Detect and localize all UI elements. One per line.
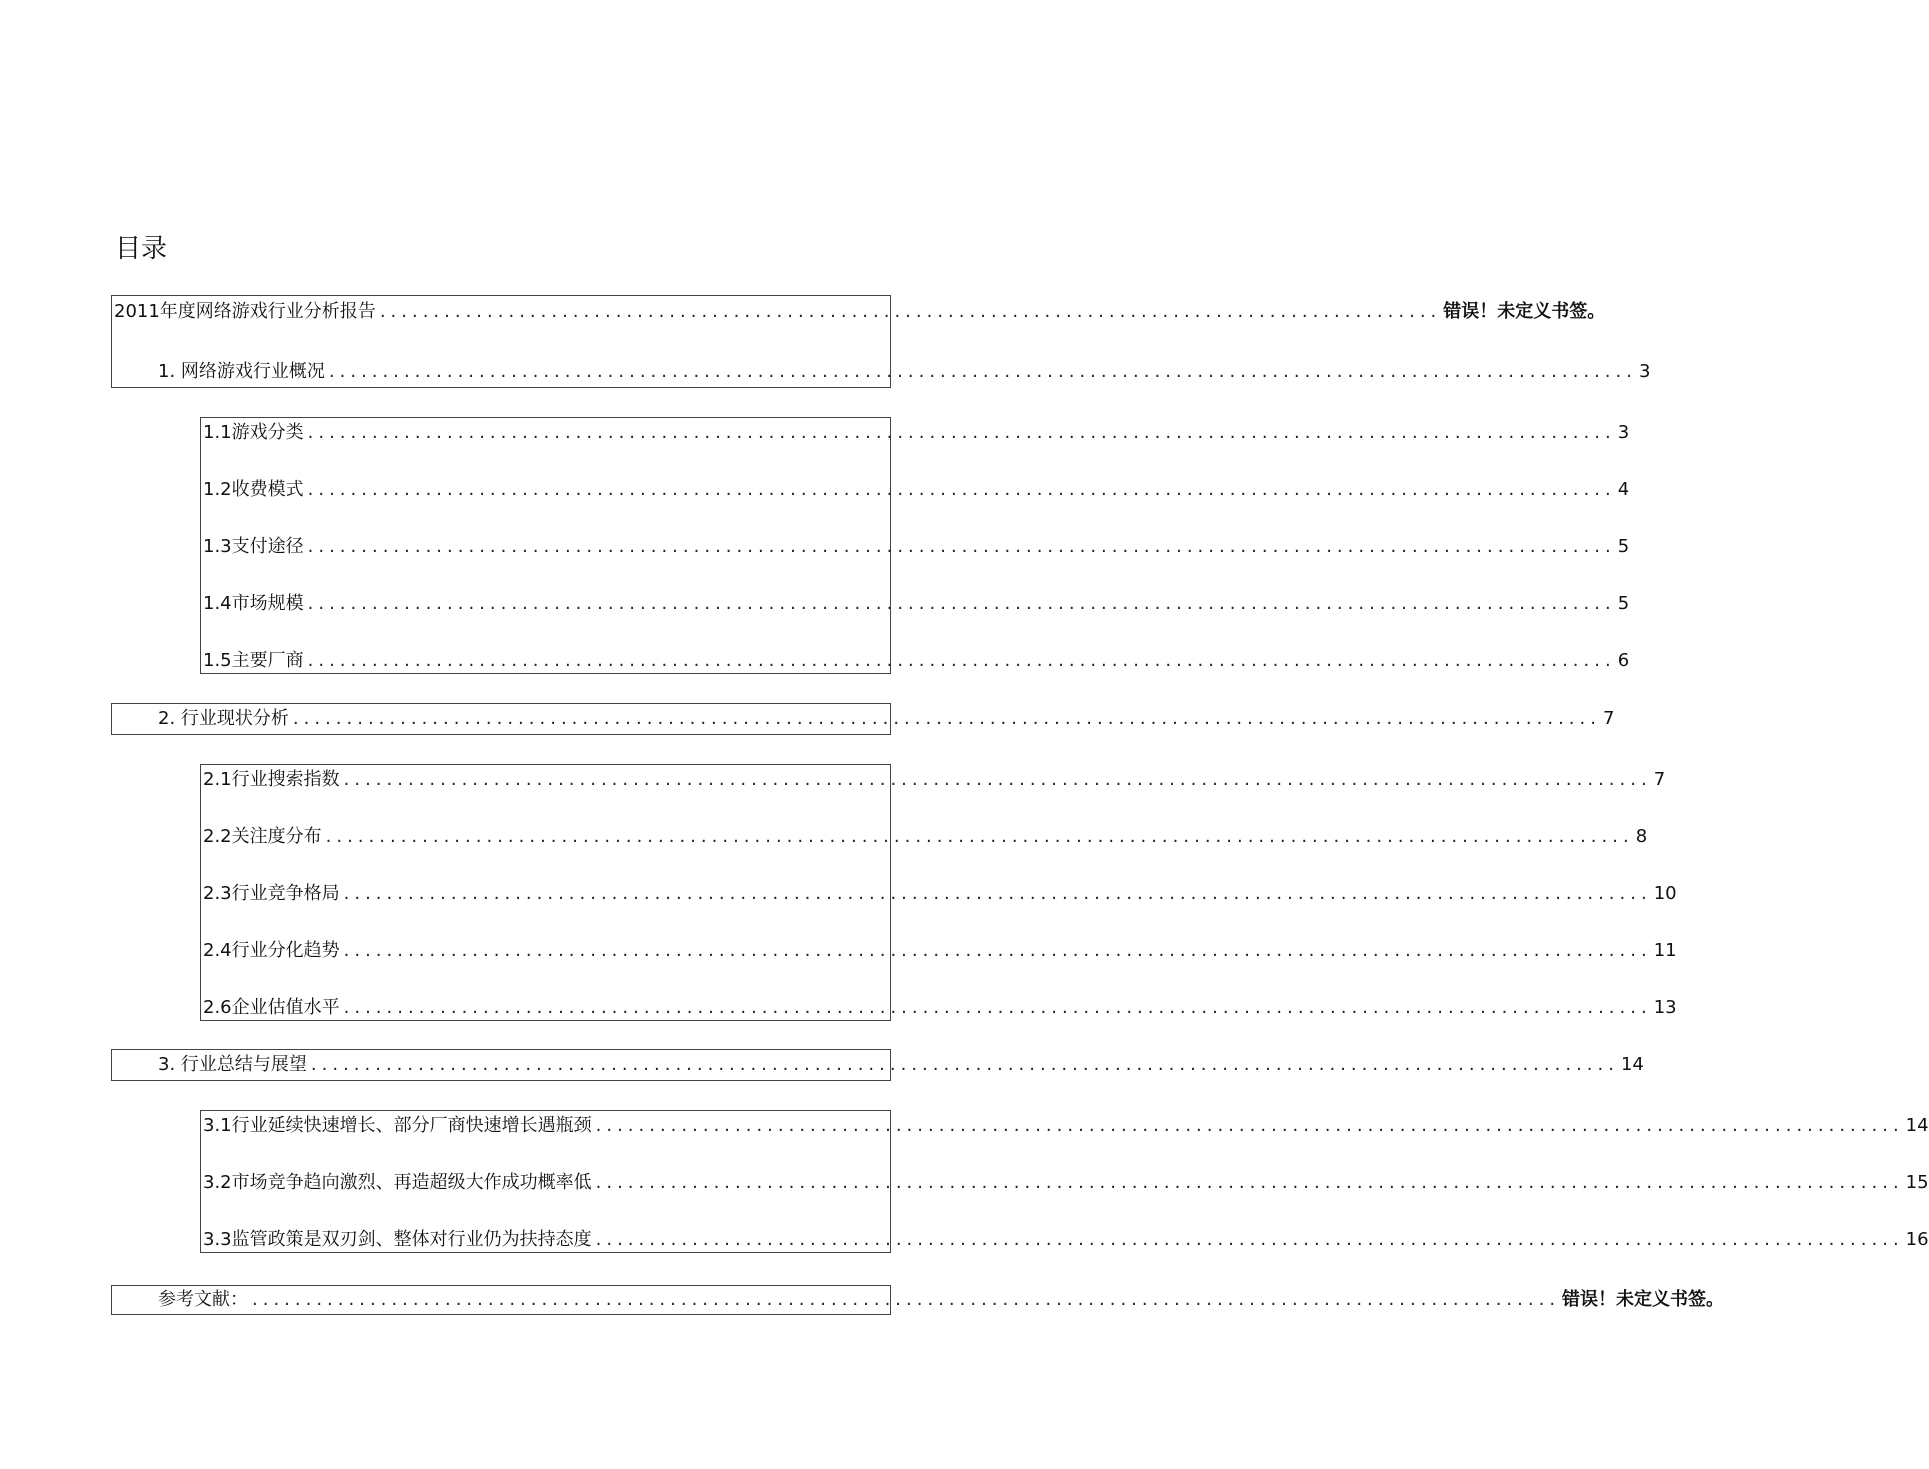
toc-entry-page: 8 (1635, 826, 1648, 847)
dot-leader: .......................................................................................................................... (343, 769, 1652, 790)
toc-entry-page: 14 (1905, 1115, 1929, 1136)
toc-entry-page: 3 (1617, 422, 1630, 443)
toc-entry-error: 错误！未定义书签。 (1443, 301, 1606, 322)
toc-entry-item[interactable] (203, 765, 1666, 795)
dot-leader: .......................................................................................................................... (252, 1289, 1561, 1310)
toc-entry-page: 14 (1620, 1054, 1644, 1075)
toc-entry-error: 错误！未定义书签。 (1562, 1289, 1725, 1310)
toc-entry-item[interactable] (203, 993, 1677, 1023)
dot-leader: .......................................................................................................................... (307, 479, 1616, 500)
toc-entry-label: 2011年度网络游戏行业分析报告 (114, 301, 376, 322)
dot-leader: .......................................................................................................................... (307, 536, 1616, 557)
toc-entry-label: 3. 行业总结与展望 (158, 1054, 307, 1075)
dot-leader: .......................................................................................................................... (343, 997, 1652, 1018)
toc-entry-page: 5 (1617, 536, 1630, 557)
toc-entry-item[interactable] (203, 1225, 1929, 1255)
toc-entry-page: 15 (1905, 1172, 1929, 1193)
toc-entry-page: 7 (1653, 769, 1666, 790)
dot-leader: .......................................................................................................................... (595, 1172, 1904, 1193)
toc-entry-label: 3.3监管政策是双刃剑、整体对行业仍为扶持态度 (203, 1229, 592, 1250)
toc-entry-item[interactable] (203, 936, 1677, 966)
toc-entry-page: 10 (1653, 883, 1677, 904)
toc-entry-references[interactable] (158, 1285, 1725, 1315)
toc-entry-label: 3.2市场竞争趋向激烈、再造超级大作成功概率低 (203, 1172, 592, 1193)
toc-entry-section-3[interactable] (158, 1050, 1644, 1080)
toc-entry-item[interactable] (203, 1168, 1929, 1198)
toc-entry-item[interactable] (203, 475, 1630, 505)
dot-leader: ................................................................................................... (379, 301, 1442, 322)
toc-entry-label: 2.2关注度分布 (203, 826, 322, 847)
toc-entry-page: 6 (1617, 650, 1630, 671)
toc-entry-page: 3 (1638, 361, 1651, 382)
toc-entry-report[interactable] (114, 297, 1606, 327)
dot-leader: .......................................................................................................................... (307, 650, 1616, 671)
dot-leader: .......................................................................................................................... (310, 1054, 1619, 1075)
toc-entry-label: 3.1行业延续快速增长、部分厂商快速增长遇瓶颈 (203, 1115, 592, 1136)
toc-entry-label: 1.5主要厂商 (203, 650, 304, 671)
dot-leader: .......................................................................................................................... (595, 1229, 1904, 1250)
toc-entry-item[interactable] (203, 532, 1630, 562)
toc-entry-page: 13 (1653, 997, 1677, 1018)
dot-leader: .......................................................................................................................... (343, 883, 1652, 904)
dot-leader: .......................................................................................................................... (325, 826, 1634, 847)
toc-entry-label: 1.4市场规模 (203, 593, 304, 614)
toc-entry-label: 2. 行业现状分析 (158, 708, 289, 729)
toc-entry-label: 参考文献： (158, 1289, 248, 1310)
toc-entry-item[interactable] (203, 418, 1630, 448)
toc-entry-label: 1.1游戏分类 (203, 422, 304, 443)
toc-entry-item[interactable] (203, 589, 1630, 619)
toc-entry-item[interactable] (203, 822, 1648, 852)
toc-entry-item[interactable] (203, 646, 1630, 676)
toc-entry-label: 2.3行业竞争格局 (203, 883, 340, 904)
toc-entry-label: 1.3支付途径 (203, 536, 304, 557)
toc-entry-label: 2.6企业估值水平 (203, 997, 340, 1018)
toc-entry-label: 1.2收费模式 (203, 479, 304, 500)
toc-entry-page: 7 (1602, 708, 1615, 729)
toc-entry-label: 2.4行业分化趋势 (203, 940, 340, 961)
dot-leader: .......................................................................................................................... (307, 593, 1616, 614)
toc-entry-item[interactable] (203, 1111, 1929, 1141)
toc-entry-label: 2.1行业搜索指数 (203, 769, 340, 790)
toc-entry-page: 4 (1617, 479, 1630, 500)
toc-entry-page: 16 (1905, 1229, 1929, 1250)
toc-entry-section-1[interactable] (158, 357, 1651, 387)
toc-entry-page: 11 (1653, 940, 1677, 961)
toc-entry-label: 1. 网络游戏行业概况 (158, 361, 325, 382)
dot-leader: .......................................................................................................................... (328, 361, 1637, 382)
toc-title: 目录 (115, 234, 168, 264)
dot-leader: .......................................................................................................................... (595, 1115, 1904, 1136)
dot-leader: .......................................................................................................................... (292, 708, 1601, 729)
toc-entry-section-2[interactable] (158, 704, 1615, 734)
dot-leader: .......................................................................................................................... (343, 940, 1652, 961)
toc-entry-page: 5 (1617, 593, 1630, 614)
toc-entry-item[interactable] (203, 879, 1677, 909)
dot-leader: .......................................................................................................................... (307, 422, 1616, 443)
